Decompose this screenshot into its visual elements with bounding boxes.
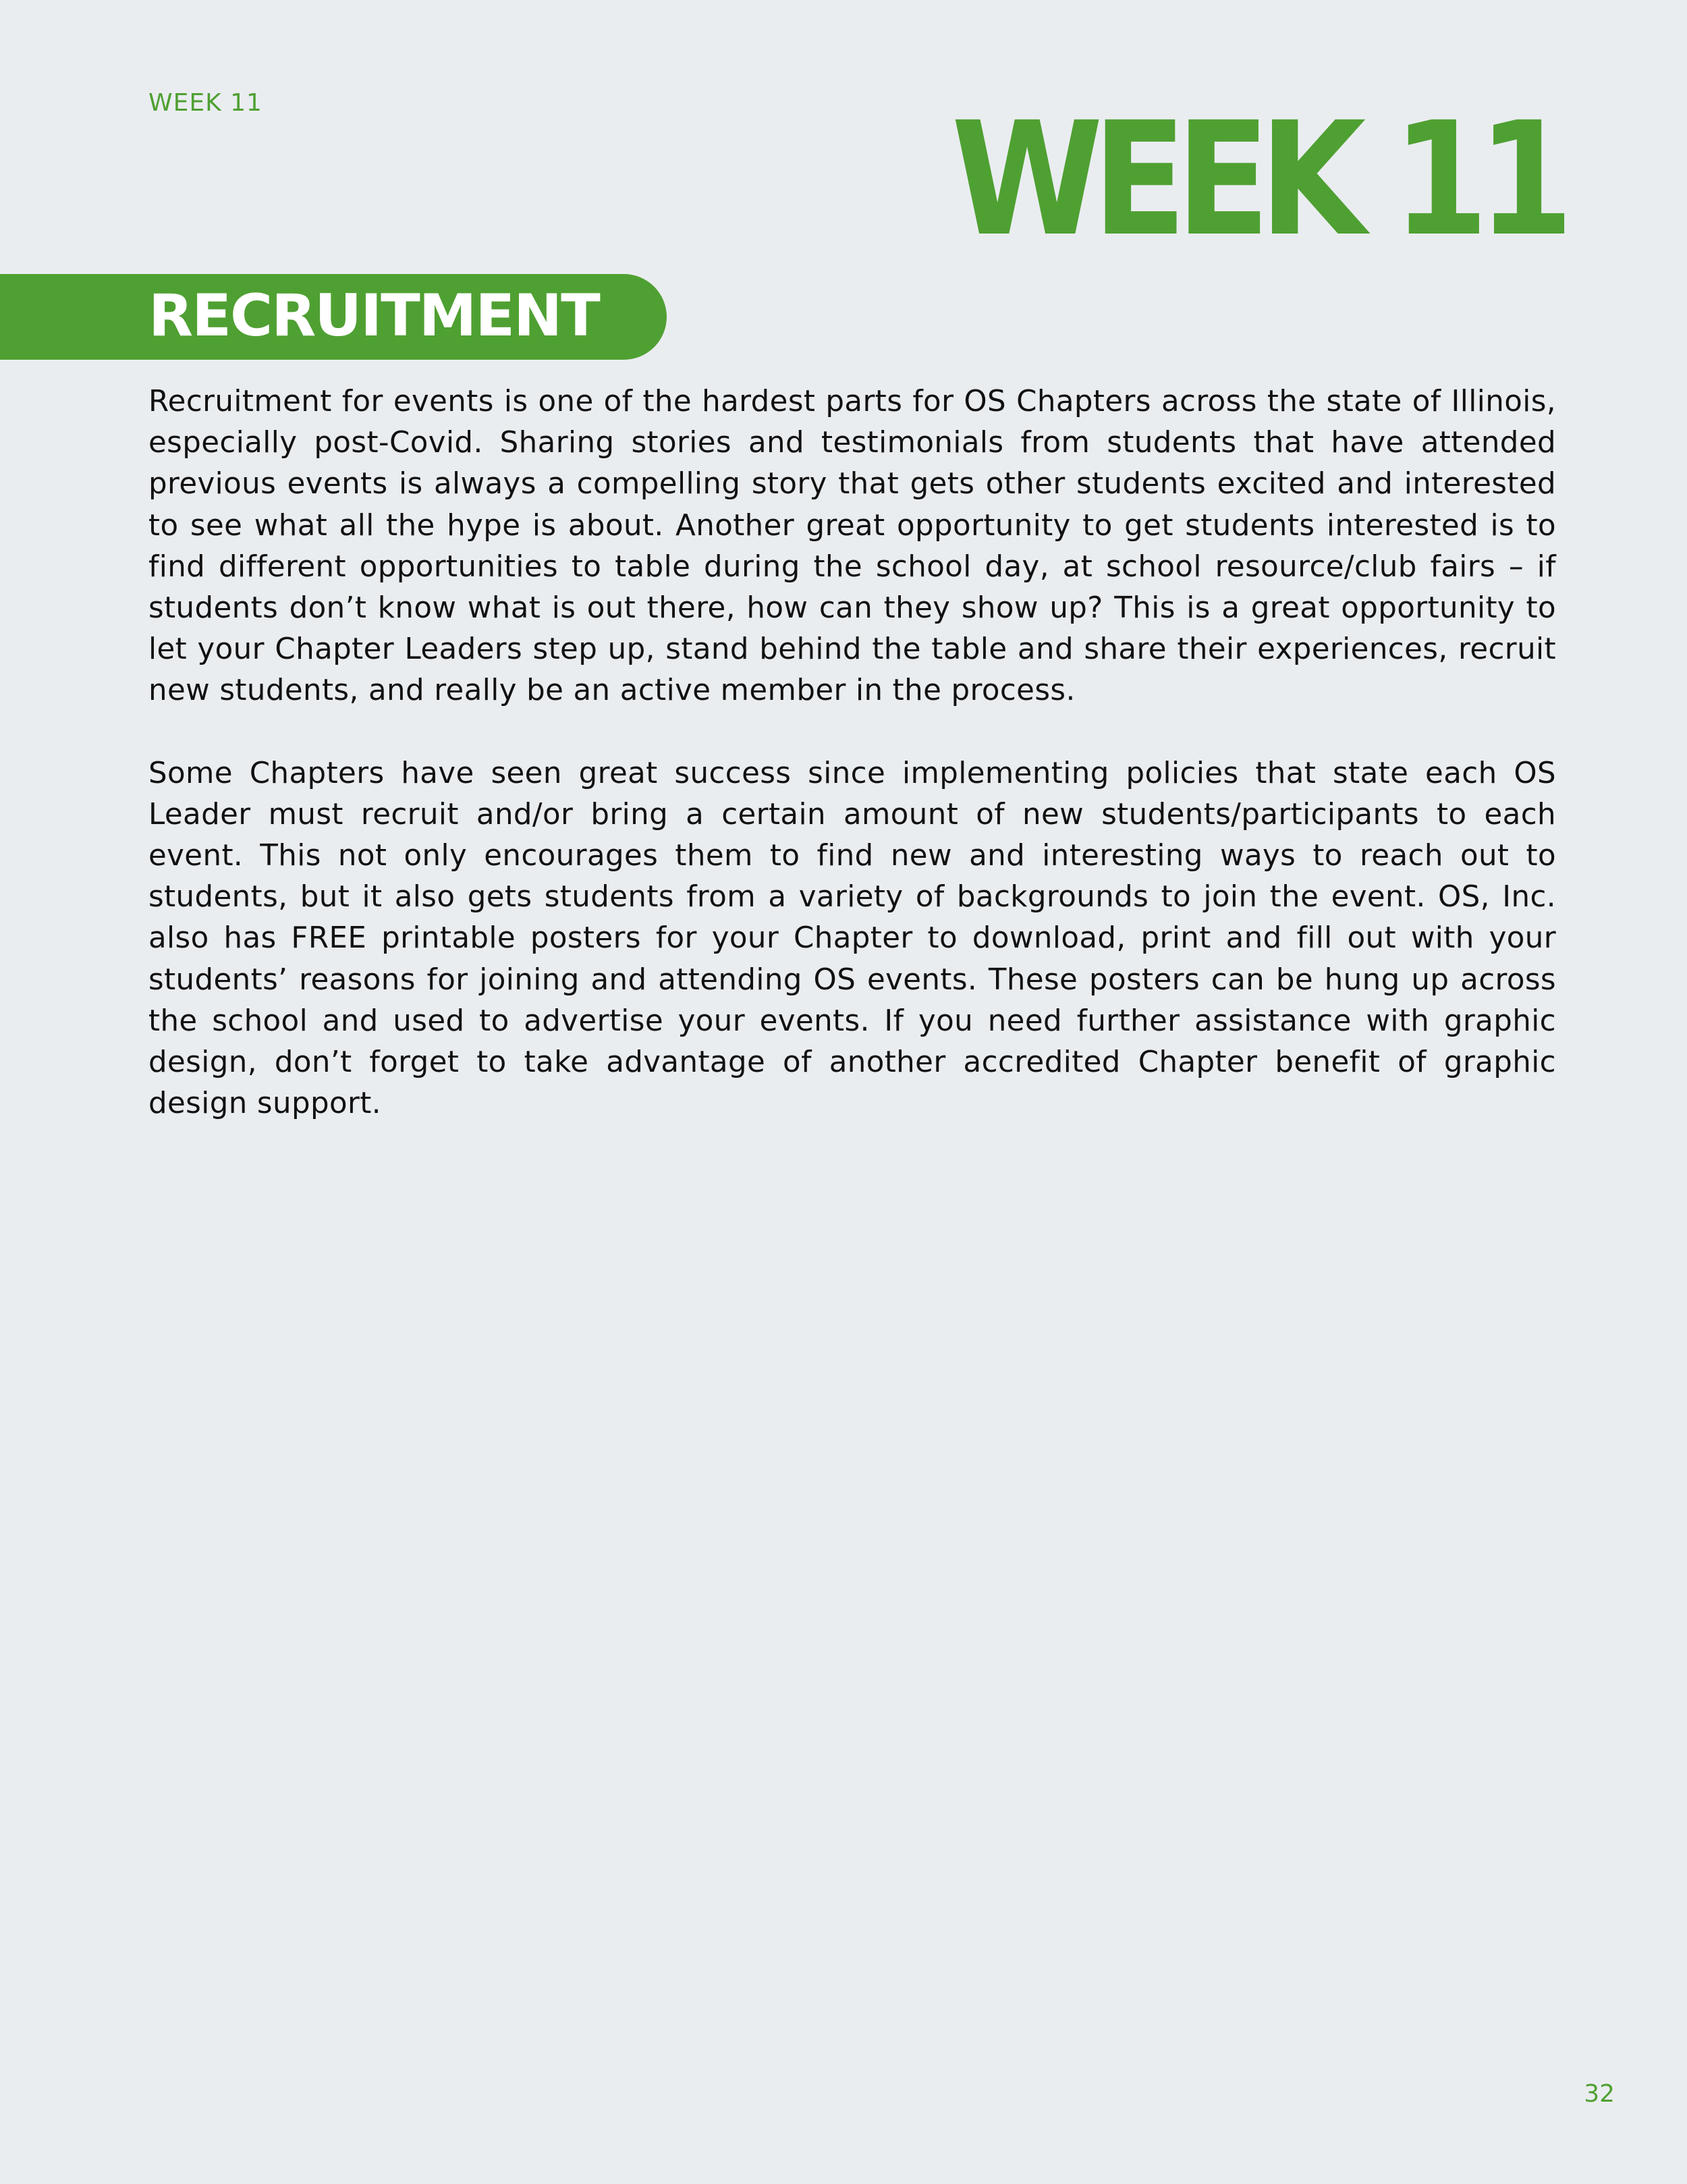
paragraph: Some Chapters have seen great success since implementing policies that state each OS Leader must recruit and/or bring a certain amount of new students/participants to each event. This not only encourages them to find new and interesting ways to reach out to students, but it also gets students from a variety of backgrounds to join the event. OS, Inc. also has FREE printable posters for your Chapter to download, print and fill out with your students’ reasons for joining and attending OS events. These posters can be hung up across the school and used to advertise your events. If you need further assistance with graphic design, don’t forget to take advantage of another accredited Chapter benefit of graphic design support. [148,756,1556,1121]
section-title: RECRUITMENT [148,282,599,350]
running-header: WEEK 11 [148,89,262,117]
week-title: WEEK 11 [951,88,1563,271]
body-text [148,381,1556,1166]
section-banner [0,274,667,360]
page-number: 32 [1584,2080,1615,2108]
paragraph: Recruitment for events is one of the hardest parts for OS Chapters across the state of Illinois, especially post-Covid. Sharing stories and testimonials from students that have attended previous events is always a compelling story that gets other students excited and interested to see what all the hype is about. Another great opportunity to get students interested is to find different opportunities to table during the school day, at school resource/club fairs – if students don’t know what is out there, how can they show up? This is a great opportunity to let your Chapter Leaders step up, stand behind the table and share their experiences, recruit new students, and really be an active member in the process. [148,385,1556,708]
